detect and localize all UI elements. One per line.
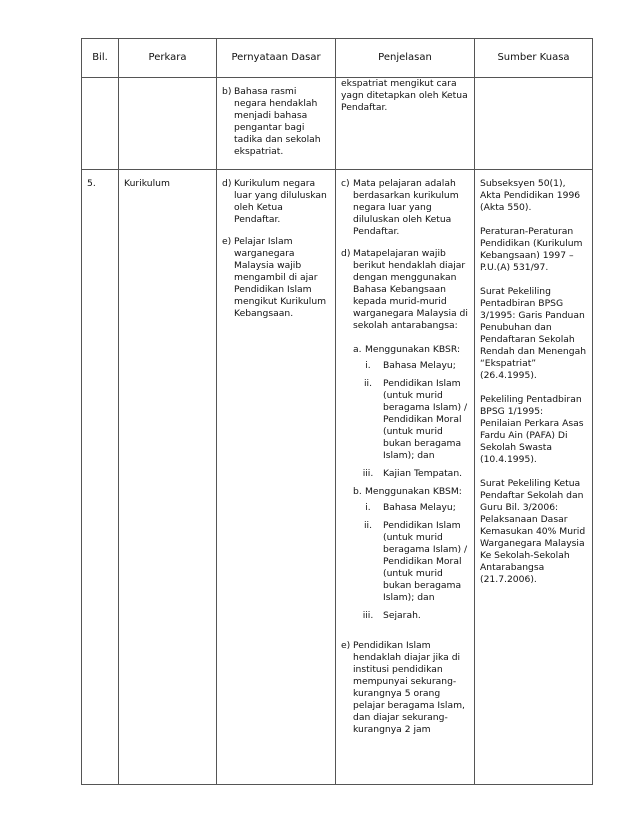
list-item	[222, 236, 330, 320]
sub-marker: a.	[353, 344, 362, 355]
item-text: Matapelajaran wajib berikut hendaklah diajar dengan menggunakan Bahasa Kebangsaan kepada murid-murid warganegara Malaysia di sekolah antarabangsa:	[353, 248, 468, 331]
roman-text: Pendidikan Islam (untuk murid beragama Islam) / Pendidikan Moral (untuk murid bukan beragama Islam); dan	[383, 520, 468, 603]
header-perkara: Perkara	[119, 39, 217, 78]
roman-text: Bahasa Melayu;	[383, 502, 456, 513]
item-marker: e)	[222, 236, 232, 247]
table-row	[82, 78, 593, 170]
cell-sumber	[475, 170, 593, 785]
cell-bil	[82, 78, 119, 170]
roman-marker: ii.	[363, 520, 373, 531]
item-text: Bahasa rasmi negara hendaklah menjadi bahasa pengantar bagi tadika dan sekolah ekspatriat.	[234, 86, 321, 157]
cell-bil: 5.	[82, 170, 119, 785]
roman-text: Kajian Tempatan.	[383, 468, 463, 479]
roman-list	[353, 502, 469, 622]
cell-sumber	[475, 78, 593, 170]
item-text: Mata pelajaran adalah berdasarkan kurikulum negara luar yang diluluskan oleh Ketua Pendaftar.	[353, 178, 459, 237]
roman-list	[353, 360, 469, 480]
roman-text: Pendidikan Islam (untuk murid beragama Islam) / Pendidikan Moral (untuk murid bukan beragama Islam); dan	[383, 378, 468, 461]
item-text: Pelajar Islam warganegara Malaysia wajib mengambil di ajar Pendidikan Islam mengikut Kurikulum Kebangsaan.	[234, 236, 327, 319]
sub-heading	[353, 486, 469, 498]
source-entry: Surat Pekeliling Ketua Pendaftar Sekolah dan Guru Bil. 3/2006: Pelaksanaan Dasar Kemasukan 40% Murid Warganegara Malaysia Ke Sekolah-Sekolah Antarabangsa (21.7.2006).	[480, 478, 586, 585]
source-entry: Peraturan-Peraturan Pendidikan (Kurikulum Kebangsaan) 1997 – P.U.(A) 531/97.	[480, 226, 583, 273]
list-item	[353, 520, 469, 604]
sub-heading-text: Menggunakan KBSM:	[365, 486, 462, 497]
source-entry: Surat Pekeliling Pentadbiran BPSG 3/1995: Garis Panduan Penubuhan dan Pendaftaran Sekolah Rendah dan Menengah “Ekspatriat” (26.4.1995).	[480, 286, 587, 381]
roman-text: Bahasa Melayu;	[383, 360, 456, 371]
item-marker: c)	[341, 178, 350, 189]
list-item	[353, 502, 469, 514]
item-text: Pendidikan Islam hendaklah diajar jika di institusi pendidikan mempunyai sekurang-kurangnya 5 orang pelajar beragama Islam, dan diajar sekurang-kurangnya 2 jam	[353, 640, 465, 735]
header-bil: Bil.	[82, 39, 119, 78]
list-item	[222, 86, 330, 158]
list-item	[222, 178, 330, 226]
header-penjelasan: Penjelasan	[336, 39, 475, 78]
roman-text: Sejarah.	[383, 610, 421, 621]
cell-penjelasan	[336, 170, 475, 785]
sub-heading	[353, 344, 469, 356]
list-item	[353, 360, 469, 372]
list-item	[353, 610, 469, 622]
cell-pernyataan	[217, 78, 336, 170]
item-text: Kurikulum negara luar yang diluluskan oleh Ketua Pendaftar.	[234, 178, 327, 225]
header-sumber: Sumber Kuasa	[475, 39, 593, 78]
roman-marker: ii.	[363, 378, 373, 389]
policy-table	[81, 38, 593, 785]
item-text	[353, 248, 469, 628]
roman-marker: iii.	[362, 610, 374, 621]
sub-marker: b.	[353, 486, 362, 497]
item-marker: b)	[222, 86, 232, 97]
list-item	[353, 378, 469, 462]
cell-pernyataan	[217, 170, 336, 785]
list-item	[341, 248, 469, 628]
list-item	[341, 178, 469, 238]
source-entry: Subseksyen 50(1), Akta Pendidikan 1996 (Akta 550).	[480, 178, 581, 213]
item-marker: d)	[341, 248, 351, 259]
source-entry: Pekeliling Pentadbiran BPSG 1/1995: Penilaian Perkara Asas Fardu Ain (PAFA) Di Sekolah Swasta (10.4.1995).	[480, 394, 584, 465]
item-marker: e)	[341, 640, 351, 651]
header-pernyataan: Pernyataan Dasar	[217, 39, 336, 78]
item-marker: d)	[222, 178, 232, 189]
roman-marker: i.	[365, 502, 371, 513]
roman-marker: iii.	[362, 468, 374, 479]
list-item	[341, 640, 469, 736]
continued-text: ekspatriat mengikut cara yagn ditetapkan oleh Ketua Pendaftar.	[341, 78, 468, 113]
sub-heading-text: Menggunakan KBSR:	[365, 344, 461, 355]
cell-penjelasan	[336, 78, 475, 170]
cell-perkara: Kurikulum	[119, 170, 217, 785]
roman-marker: i.	[365, 360, 371, 371]
list-item	[353, 468, 469, 480]
header-row	[82, 39, 593, 78]
cell-perkara	[119, 78, 217, 170]
table-row	[82, 170, 593, 785]
